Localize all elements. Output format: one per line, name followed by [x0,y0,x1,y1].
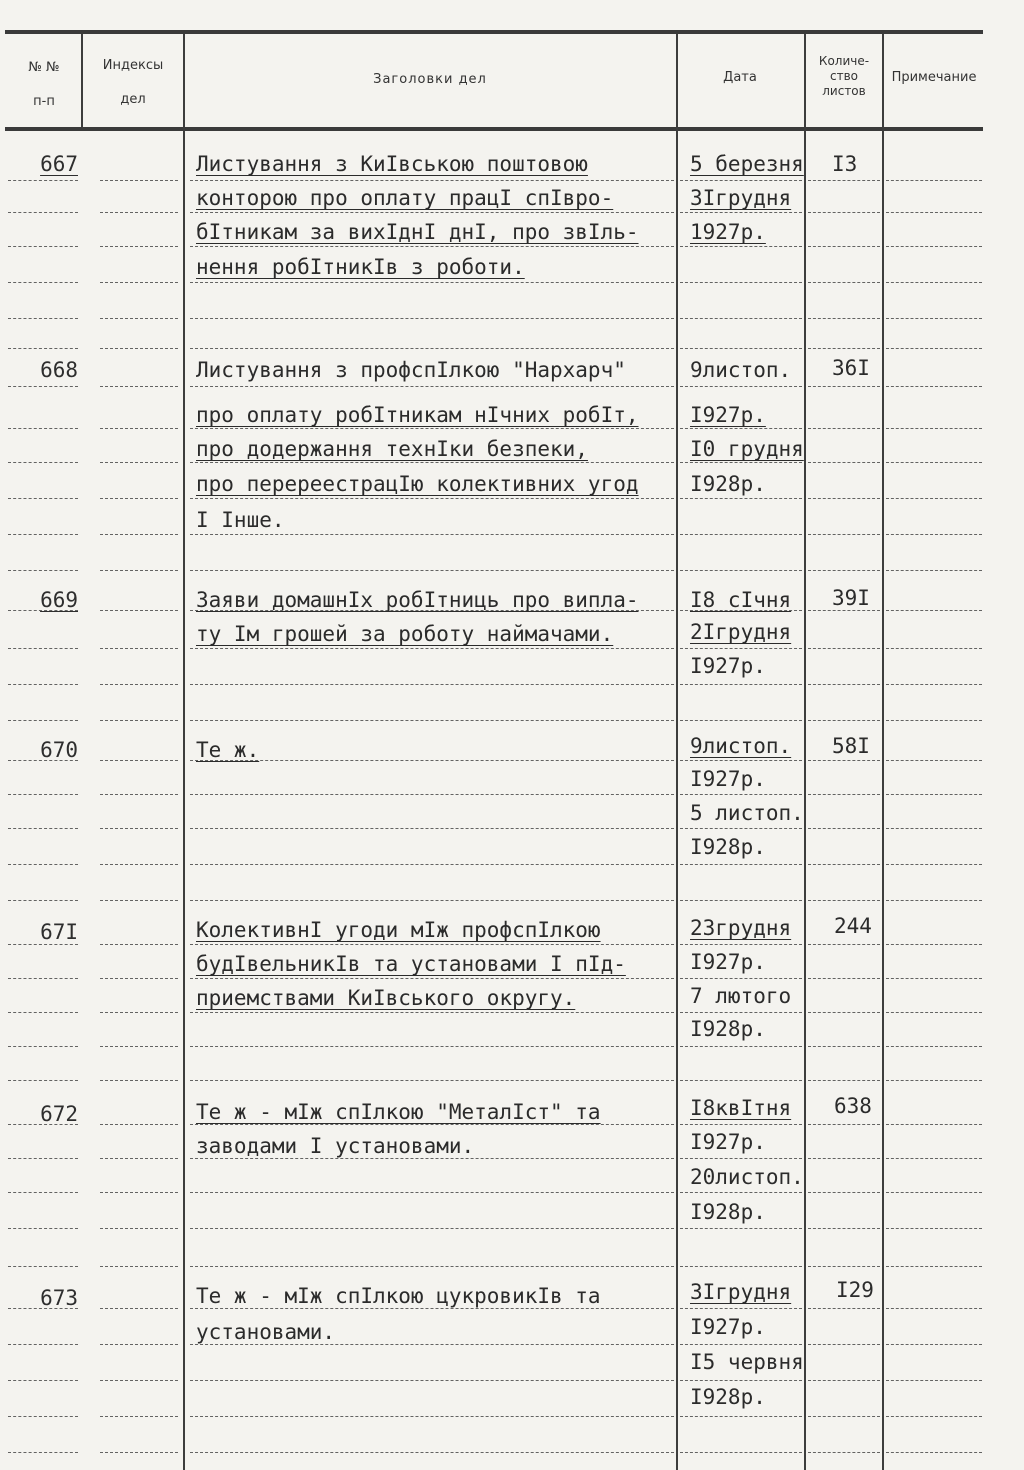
ruled-line [886,1192,982,1194]
header-note-label: Примечание [891,70,977,85]
ruled-line [680,864,802,866]
ruled-line [886,1012,982,1014]
ruled-line [886,864,982,866]
ruled-line [808,1344,880,1346]
date-line: 9листоп. [690,358,792,382]
ruled-line [190,1158,674,1160]
ruled-line [190,1416,674,1418]
ruled-line [8,498,78,500]
ruled-line [808,386,880,388]
ruled-line [680,1124,802,1126]
date-line: 3Iгрудня [690,186,792,210]
entry-number: 670 [40,738,78,762]
ruled-line [100,794,178,796]
ruled-line [808,534,880,536]
ruled-line [190,462,674,464]
title-line: Те ж. [196,738,260,762]
ruled-line [886,900,982,902]
date-line: I928р. [690,1385,766,1409]
ruled-line [100,1012,178,1014]
title-line: Листування з профспIлкою "Нархарч" [196,358,626,382]
ruled-line [808,1046,880,1048]
ruled-line [680,1416,802,1418]
ruled-line [808,498,880,500]
ruled-line [100,684,178,686]
ruled-line [8,828,78,830]
ruled-line [886,1344,982,1346]
date-line: 5 листоп. [690,801,804,825]
ruled-line [190,348,674,350]
date-line: I928р. [690,1017,766,1041]
ruled-line [8,318,78,320]
ruled-line [886,720,982,722]
ruled-line [680,1344,802,1346]
sheet-count: 638 [834,1094,872,1118]
ruled-line [8,1452,78,1454]
ruled-line [100,1080,178,1082]
ruled-line [680,828,802,830]
header-index-label: Индексы дел [102,58,164,107]
ruled-line [190,1380,674,1382]
sheet-count: I3 [832,152,858,176]
ruled-line [8,1344,78,1346]
ruled-line [680,180,802,182]
ruled-line [680,1228,802,1230]
ruled-line [808,1158,880,1160]
date-line: I928р. [690,472,766,496]
ruled-line [808,1380,880,1382]
ruled-line [886,386,982,388]
ruled-line [8,386,78,388]
title-line: про оплату робIтникам нIчних робIт, [196,403,639,427]
date-line: I5 червня [690,1350,804,1374]
ruled-line [680,534,802,536]
ruled-line [808,1080,880,1082]
ruled-line [680,570,802,572]
ruled-line [100,1046,178,1048]
ruled-line [100,428,178,430]
ruled-line [190,1228,674,1230]
ruled-line [808,462,880,464]
ruled-line [808,1228,880,1230]
ruled-line [808,760,880,762]
title-line: Те ж - мIж спIлкою "МеталIст" та [196,1100,601,1124]
ruled-line [190,1266,674,1268]
ruled-line [886,212,982,214]
ruled-line [190,900,674,902]
date-line: I8квIтня [690,1096,792,1120]
title-line: КолективнI угоди мIж профспIлкою [196,918,601,942]
ruled-line [190,318,674,320]
ruled-line [680,794,802,796]
ruled-line [100,760,178,762]
ruled-line [680,684,802,686]
ruled-line [808,978,880,980]
ruled-line [8,246,78,248]
date-line: I928р. [690,1200,766,1224]
ruled-line [808,570,880,572]
ruled-line [8,978,78,980]
date-line: 9листоп. [690,734,792,758]
ruled-line [190,282,674,284]
title-line: Заяви домашнIх робIтниць про випла- [196,588,639,612]
date-line: I927р. [690,767,766,791]
ruled-line [100,282,178,284]
entry-number: 673 [40,1286,78,1310]
ruled-line [190,1046,674,1048]
ruled-line [8,348,78,350]
ruled-line [100,246,178,248]
ruled-line [886,1266,982,1268]
title-line: Те ж - мIж спIлкою цукровикIв та [196,1284,601,1308]
ruled-line [8,1080,78,1082]
ruled-line [808,864,880,866]
ruled-line [808,1452,880,1454]
ruled-line [886,944,982,946]
ruled-line [100,212,178,214]
ruled-line [100,978,178,980]
ruled-line [886,246,982,248]
ruled-line [8,1266,78,1268]
ruled-line [886,648,982,650]
header-top-rule [5,30,983,34]
date-line: 5 березня [690,152,804,176]
ruled-line [886,282,982,284]
ruled-line [680,720,802,722]
entry-number: 67I [40,920,78,944]
date-line: 23грудня [690,916,792,940]
ruled-line [100,610,178,612]
title-line: конторою про оплату працI спIвро- [196,186,614,210]
ruled-line [100,534,178,536]
ruled-line [100,900,178,902]
date-line: I927р. [690,403,766,427]
ruled-line [680,498,802,500]
header-count-label: Количе- ство листов [818,54,870,98]
title-line: будIвельникIв та установами I пIд- [196,952,626,976]
ruled-line [8,864,78,866]
date-line: 1927р. [690,220,766,244]
date-line: I927р. [690,1130,766,1154]
ruled-line [886,1416,982,1418]
title-line: установами. [196,1320,336,1344]
ruled-line [886,348,982,350]
ruled-line [808,648,880,650]
column-divider [804,34,806,1470]
title-line: про перереестрацIю колективних угод [196,472,639,496]
ruled-line [680,1192,802,1194]
column-divider [676,34,678,1470]
ruled-line [190,648,674,650]
ruled-line [808,1012,880,1014]
ruled-line [8,212,78,214]
ruled-line [100,1192,178,1194]
ruled-line [680,944,802,946]
column-divider [183,34,185,1470]
ruled-line [8,570,78,572]
ruled-line [808,1416,880,1418]
ruled-line [190,1452,674,1454]
ruled-line [190,428,674,430]
ruled-line [8,1228,78,1230]
ruled-line [808,1124,880,1126]
date-line: 20листоп. [690,1165,804,1189]
ruled-line [680,348,802,350]
ruled-line [8,428,78,430]
ruled-line [190,684,674,686]
ruled-line [680,282,802,284]
ruled-line [100,864,178,866]
ruled-line [886,462,982,464]
ruled-line [100,386,178,388]
ruled-line [190,794,674,796]
ruled-line [8,534,78,536]
header-title-label: Заголовки дел [373,72,487,87]
ruled-line [680,1080,802,1082]
ruled-line [680,318,802,320]
ruled-line [100,1308,178,1310]
ruled-line [8,900,78,902]
date-line: I0 грудня [690,437,804,461]
entry-number: 667 [40,152,78,176]
ruled-line [680,1158,802,1160]
ruled-line [886,534,982,536]
sheet-count: 58I [832,734,870,758]
ruled-line [8,1046,78,1048]
ruled-line [886,570,982,572]
ruled-line [100,1158,178,1160]
ruled-line [8,1416,78,1418]
ruled-line [680,1266,802,1268]
ruled-line [886,760,982,762]
ruled-line [808,900,880,902]
ruled-line [886,428,982,430]
entry-number: 669 [40,588,78,612]
ruled-line [190,1308,674,1310]
ruled-line [190,828,674,830]
ruled-line [100,1344,178,1346]
ruled-line [190,944,674,946]
ruled-line [190,760,674,762]
ruled-line [190,180,674,182]
title-line: приемствами КиIвського округу. [196,986,576,1010]
ruled-line [190,1080,674,1082]
sheet-count: 36I [832,356,870,380]
ruled-line [808,1308,880,1310]
ruled-line [8,794,78,796]
ruled-line [8,720,78,722]
ruled-line [680,212,802,214]
date-line: I928р. [690,835,766,859]
ruled-line [190,720,674,722]
title-line: заводами I установами. [196,1134,475,1158]
ruled-line [808,212,880,214]
ruled-line [808,1192,880,1194]
ruled-line [8,1192,78,1194]
ruled-line [886,1380,982,1382]
ruled-line [100,180,178,182]
ruled-line [190,570,674,572]
ruled-line [190,864,674,866]
ruled-line [808,610,880,612]
ruled-line [100,462,178,464]
title-line: бIтникам за вихIднI днI, про звIль- [196,220,639,244]
entry-number: 672 [40,1102,78,1126]
ruled-line [8,944,78,946]
ruled-line [886,794,982,796]
title-line: нення робIтникIв з роботи. [196,255,525,279]
ruled-line [100,570,178,572]
ruled-line [190,1012,674,1014]
ruled-line [680,246,802,248]
ruled-line [8,282,78,284]
ruled-line [680,1452,802,1454]
ruled-line [886,1228,982,1230]
header-date-label: Дата [723,70,757,85]
date-line: I927р. [690,1315,766,1339]
ruled-line [100,1380,178,1382]
ruled-line [680,1012,802,1014]
ruled-line [680,1308,802,1310]
ruled-line [680,462,802,464]
title-line: I Iнше. [196,508,285,532]
ruled-line [100,720,178,722]
ruled-line [886,318,982,320]
ruled-line [886,1308,982,1310]
ruled-line [680,1046,802,1048]
ruled-line [100,1416,178,1418]
sheet-count: 244 [834,914,872,938]
ruled-line [680,648,802,650]
header-bottom-rule [5,127,983,131]
ruled-line [808,180,880,182]
ruled-line [808,282,880,284]
ruled-line [808,944,880,946]
entry-number: 668 [40,358,78,382]
date-line: I8 сIчня [690,588,792,612]
ruled-line [190,1124,674,1126]
ruled-line [100,648,178,650]
header-num-label: № № п-п [28,60,60,109]
ruled-line [190,978,674,980]
title-line: про додержання технIки безпеки, [196,437,588,461]
ruled-line [190,1344,674,1346]
ruled-line [100,498,178,500]
ruled-line [190,386,674,388]
ruled-line [680,978,802,980]
ruled-line [100,1228,178,1230]
date-line: 2Iгрудня [690,620,792,644]
ruled-line [808,794,880,796]
ruled-line [808,1266,880,1268]
ruled-line [190,1192,674,1194]
date-line: 7 лютого [690,984,792,1008]
ruled-line [190,534,674,536]
ruled-line [8,180,78,182]
date-line: I927р. [690,950,766,974]
ruled-line [190,498,674,500]
ruled-line [808,720,880,722]
ruled-line [8,648,78,650]
ruled-line [100,1124,178,1126]
ruled-line [680,760,802,762]
ruled-line [190,212,674,214]
ruled-line [886,498,982,500]
ruled-line [100,318,178,320]
ruled-line [680,900,802,902]
ruled-line [886,978,982,980]
ruled-line [808,348,880,350]
ruled-line [886,180,982,182]
date-line: I927р. [690,654,766,678]
ruled-line [680,1380,802,1382]
ruled-line [100,1266,178,1268]
ruled-line [808,318,880,320]
ruled-line [100,944,178,946]
ruled-line [680,428,802,430]
ruled-line [808,428,880,430]
ruled-line [8,462,78,464]
ruled-line [886,610,982,612]
ruled-line [100,828,178,830]
ruled-line [886,1124,982,1126]
ruled-line [8,1158,78,1160]
sheet-count: I29 [836,1278,874,1302]
ruled-line [100,1452,178,1454]
ruled-line [808,684,880,686]
ruled-line [680,386,802,388]
sheet-count: 39I [832,586,870,610]
ruled-line [190,246,674,248]
ruled-line [886,1080,982,1082]
title-line: Листування з КиIвською поштовою [196,152,588,176]
ruled-line [886,828,982,830]
title-line: ту Iм грошей за роботу наймачами. [196,622,614,646]
ruled-line [8,1380,78,1382]
ruled-line [886,1158,982,1160]
column-divider [81,34,83,127]
ruled-line [8,1012,78,1014]
ruled-line [886,684,982,686]
date-line: 3Iгрудня [690,1280,792,1304]
ruled-line [8,684,78,686]
ruled-line [886,1452,982,1454]
ruled-line [808,828,880,830]
ruled-line [808,246,880,248]
ruled-line [886,1046,982,1048]
ruled-line [100,348,178,350]
